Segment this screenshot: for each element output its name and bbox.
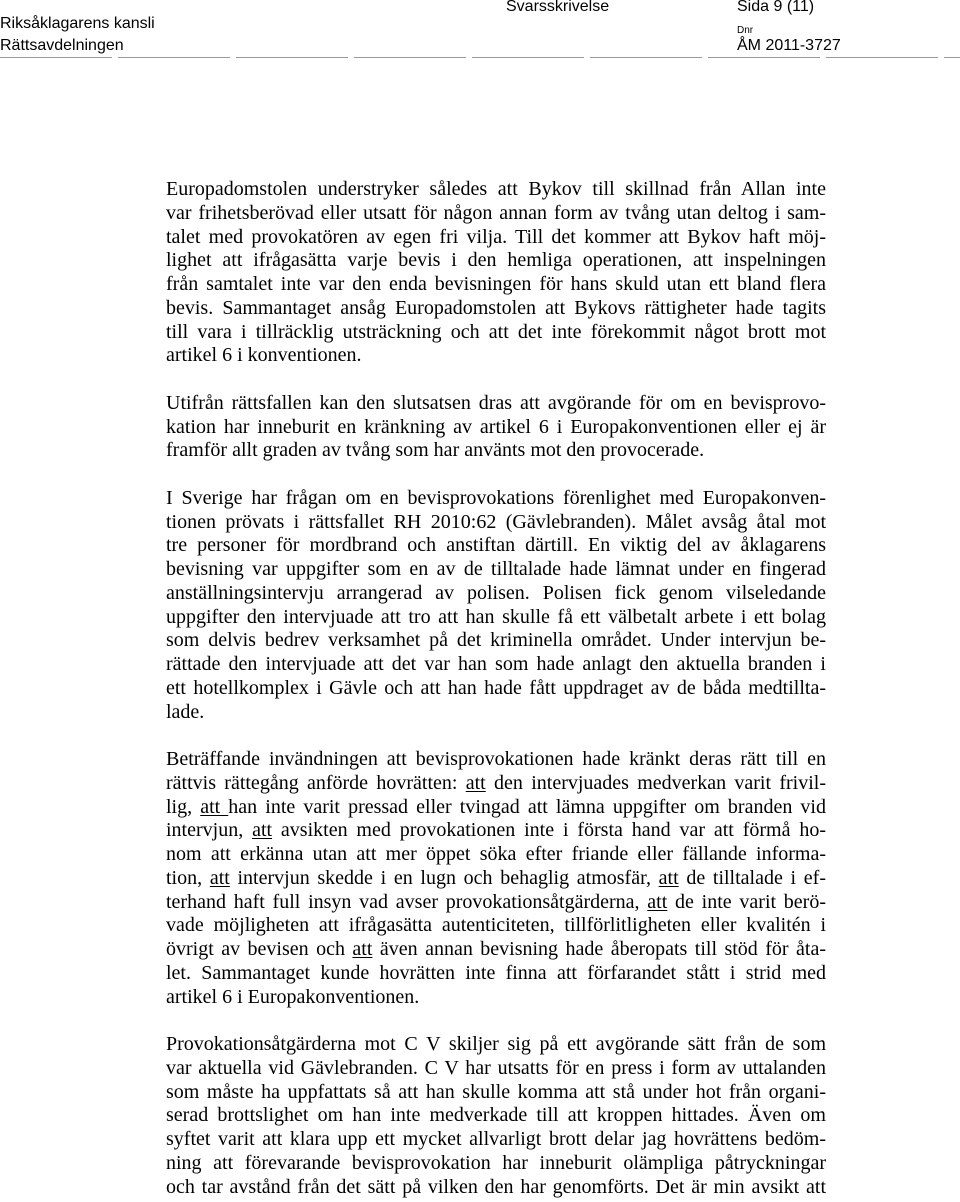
text-segment: även annan bevisning hade åberopats till stöd för åta- xyxy=(372,938,826,960)
paragraph xyxy=(166,178,826,368)
header-dnr: ÅM 2011-3727 xyxy=(737,37,841,54)
text-line xyxy=(166,819,826,843)
text-line: artikel 6 i konventionen. xyxy=(166,344,362,367)
text-line: uppgifter den intervjuade att tro att han skulle få ett välbetalt arbete i ett bolag xyxy=(166,605,826,628)
header-divider xyxy=(0,57,960,58)
text-line: rättade den intervjuade att det var han som hade anlagt den aktuella branden i xyxy=(166,653,826,675)
text-line: från samtalet inte var den enda bevisningen för hans skuld utan ett bland flera xyxy=(166,273,826,295)
text-line: let. Sammantaget kunde hovrätten inte finna att förfarandet stått i strid med xyxy=(166,961,826,984)
underlined-word: att xyxy=(209,866,230,889)
paragraph xyxy=(166,748,826,1009)
underlined-word: att xyxy=(200,795,229,818)
text-line: tre personer för mordbrand och anstiftan därtill. En viktig del av åklagarens xyxy=(166,534,826,557)
document-body xyxy=(166,178,826,1199)
text-line: kation har inneburit en kränkning av artikel 6 i Europakonventionen eller ej är xyxy=(166,415,826,438)
text-line: var aktuella vid Gävlebranden. C V har utsatts för en press i form av uttalanden xyxy=(166,1056,826,1079)
text-line: bevisning var uppgifter som en av de tilltalade hade lämnat under en fingerad xyxy=(166,558,826,580)
text-line: som delvis bedrev verksamhet på det kriminella området. Under intervjun be- xyxy=(166,629,826,652)
text-segment: intervjun skedde i en lugn och behaglig atmosfär, xyxy=(229,866,659,889)
text-segment: intervjun, xyxy=(166,819,253,842)
text-line: I Sverige har frågan om en bevisprovokations förenlighet med Europakonven- xyxy=(166,486,826,509)
text-segment: rättvis rättegång anförde hovrätten: xyxy=(166,771,466,794)
text-line: ning att förevarande bevisprovokation har inneburit olämpliga påtryckningar xyxy=(166,1151,826,1174)
header-dnr-label: Dnr xyxy=(737,25,754,36)
text-line: Provokationsåtgärderna mot C V skiljer sig på ett avgörande sätt från de som xyxy=(166,1033,826,1055)
text-line: anställningsintervju arrangerad av polisen. Polisen fick genom vilseledande xyxy=(166,581,826,604)
text-segment: terhand haft full insyn vad avser provokationsåtgärderna, xyxy=(166,890,648,913)
underlined-word: att xyxy=(352,938,373,960)
text-line: bevis. Sammantaget ansåg Europadomstolen att Bykovs rättigheter hade tagits xyxy=(166,296,826,319)
underlined-word: att xyxy=(658,866,679,889)
text-line: framför allt graden av tvång som har använts mot den provocerade. xyxy=(166,439,705,462)
text-line: serad brottslighet om han inte medverkade till att kroppen hittades. Även om xyxy=(166,1104,826,1127)
paragraph xyxy=(166,1033,826,1199)
text-line: lade. xyxy=(166,700,205,723)
underlined-word: att xyxy=(252,819,273,842)
text-line xyxy=(166,938,826,962)
text-line: Beträffande invändningen att bevisprovokationen hade kränkt deras rätt till en xyxy=(166,748,826,770)
header-page-number: Sida 9 (11) xyxy=(737,0,815,15)
text-line: artikel 6 i Europakonventionen. xyxy=(166,985,420,1008)
text-segment: den intervjuades medverkan varit frivil- xyxy=(485,771,826,794)
text-segment: de tilltalade i ef- xyxy=(678,866,826,889)
text-line: till vara i tillräcklig utsträckning och att det inte förekommit något brott mot xyxy=(166,320,826,343)
text-line: Europadomstolen understryker således att Bykov till skillnad från Allan inte xyxy=(166,178,826,200)
text-line: lighet att ifrågasätta varje bevis i den hemliga operationen, att inspelningen xyxy=(166,249,826,272)
underlined-word: att xyxy=(647,890,668,913)
header-organization: Riksåklagarens kansli xyxy=(0,15,155,32)
text-segment: de inte varit berö- xyxy=(667,890,826,913)
header-department: Rättsavdelningen xyxy=(0,37,124,54)
text-line: var frihetsberövad eller utsatt för någon annan form av tvång utan deltog i sam- xyxy=(166,201,826,224)
text-segment: lig, xyxy=(166,795,201,818)
text-line: ett hotellkomplex i Gävle och att han hade fått uppdraget av de båda medtillta- xyxy=(166,676,826,699)
text-segment: han inte varit pressad eller tvingad att lämna uppgifter om branden vid xyxy=(228,795,826,818)
text-line: Utifrån rättsfallen kan den slutsatsen dras att avgörande för om en bevisprovo- xyxy=(166,391,826,414)
text-line: nom att erkänna utan att mer öppet söka efter friande eller fällande informa- xyxy=(166,843,826,865)
header-document-type: Svarsskrivelse xyxy=(506,0,610,15)
text-segment: avsikten med provokationen inte i första hand var att förmå ho- xyxy=(272,819,826,842)
text-line: som måste ha uppfattats så att han skulle komma att stå under hot från organi- xyxy=(166,1080,826,1103)
text-line xyxy=(166,867,826,891)
text-line: syftet varit att klara upp ett mycket allvarligt brott delar jag hovrättens bedöm- xyxy=(166,1128,826,1150)
text-line xyxy=(166,796,826,820)
text-line: vade möjligheten att ifrågasätta autenticiteten, tillförlitligheten eller kvalitén i xyxy=(166,914,826,937)
text-segment: övrigt av bevisen och xyxy=(166,938,353,960)
underlined-word: att xyxy=(465,771,486,794)
text-segment: tion, xyxy=(166,866,210,889)
text-line xyxy=(166,772,826,796)
paragraph xyxy=(166,392,826,463)
text-line: och tar avstånd från det sätt på vilken den har genomförts. Det är min avsikt att xyxy=(166,1175,826,1198)
paragraph xyxy=(166,487,826,725)
text-line: talet med provokatören av egen fri vilja. Till det kommer att Bykov haft möj- xyxy=(166,225,826,248)
text-line xyxy=(166,891,826,915)
text-line: tionen prövats i rättsfallet RH 2010:62 (Gävlebranden). Målet avsåg åtal mot xyxy=(166,510,826,533)
